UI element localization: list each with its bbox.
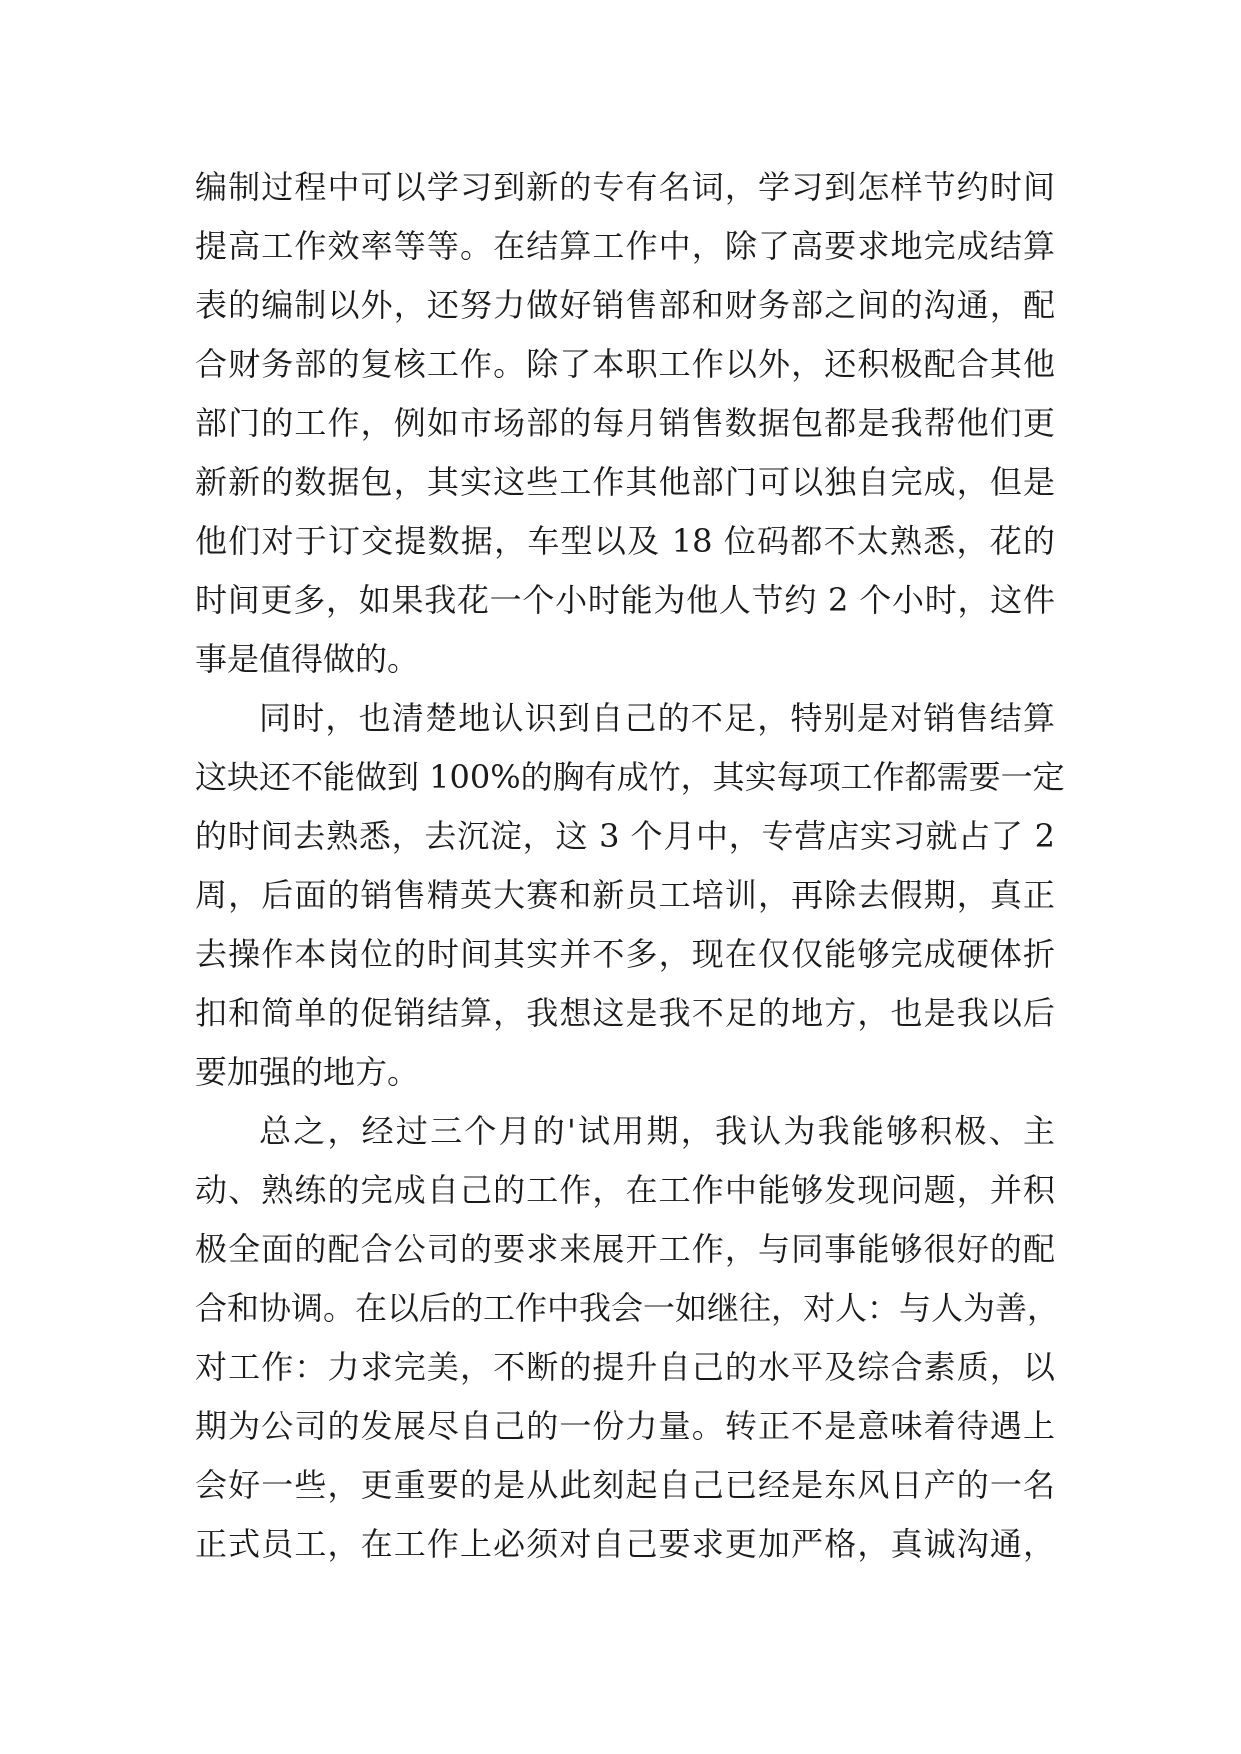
text-line: 时间更多，如果我花一个小时能为他人节约 2 个小时，这件 bbox=[195, 581, 1055, 619]
text-line: 编制过程中可以学习到新的专有名词，学习到怎样节约时间 bbox=[195, 168, 1055, 206]
text-line: 合和协调。在以后的工作中我会一如继往，对人：与人为善， bbox=[195, 1289, 1060, 1327]
text-line: 部门的工作，例如市场部的每月销售数据包都是我帮他们更 bbox=[195, 404, 1055, 442]
text-line: 对工作：力求完美，不断的提升自己的水平及综合素质，以 bbox=[195, 1348, 1055, 1386]
text-line: 周，后面的销售精英大赛和新员工培训，再除去假期，真正 bbox=[195, 876, 1055, 914]
text-line: 正式员工，在工作上必须对自己要求更加严格，真诚沟通， bbox=[195, 1525, 1055, 1563]
text-line: 极全面的配合公司的要求来展开工作，与同事能够很好的配 bbox=[195, 1230, 1055, 1268]
text-line: 会好一些，更重要的是从此刻起自己已经是东风日产的一名 bbox=[195, 1466, 1055, 1504]
text-line: 总之，经过三个月的'试用期，我认为我能够积极、主 bbox=[259, 1112, 1055, 1150]
text-line: 动、熟练的完成自己的工作，在工作中能够发现问题，并积 bbox=[195, 1171, 1055, 1209]
text-line: 要加强的地方。 bbox=[195, 1053, 420, 1091]
text-line: 同时，也清楚地认识到自己的不足，特别是对销售结算 bbox=[259, 699, 1055, 737]
text-line: 他们对于订交提数据，车型以及 18 位码都不太熟悉，花的 bbox=[195, 522, 1055, 560]
text-line: 去操作本岗位的时间其实并不多，现在仅仅能够完成硬体折 bbox=[195, 935, 1055, 973]
text-line: 新新的数据包，其实这些工作其他部门可以独自完成，但是 bbox=[195, 463, 1055, 501]
text-line: 扣和简单的促销结算，我想这是我不足的地方，也是我以后 bbox=[195, 994, 1055, 1032]
text-line: 合财务部的复核工作。除了本职工作以外，还积极配合其他 bbox=[195, 345, 1055, 383]
text-line: 提高工作效率等等。在结算工作中，除了高要求地完成结算 bbox=[195, 227, 1055, 265]
text-line: 表的编制以外，还努力做好销售部和财务部之间的沟通，配 bbox=[195, 286, 1055, 324]
text-line: 这块还不能做到 100%的胸有成竹，其实每项工作都需要一定 bbox=[195, 758, 1065, 796]
text-line: 期为公司的发展尽自己的一份力量。转正不是意味着待遇上 bbox=[195, 1407, 1055, 1445]
text-line: 事是值得做的。 bbox=[195, 640, 420, 678]
text-line: 的时间去熟悉，去沉淀，这 3 个月中，专营店实习就占了 2 bbox=[195, 817, 1055, 855]
body-text bbox=[195, 158, 1065, 1574]
